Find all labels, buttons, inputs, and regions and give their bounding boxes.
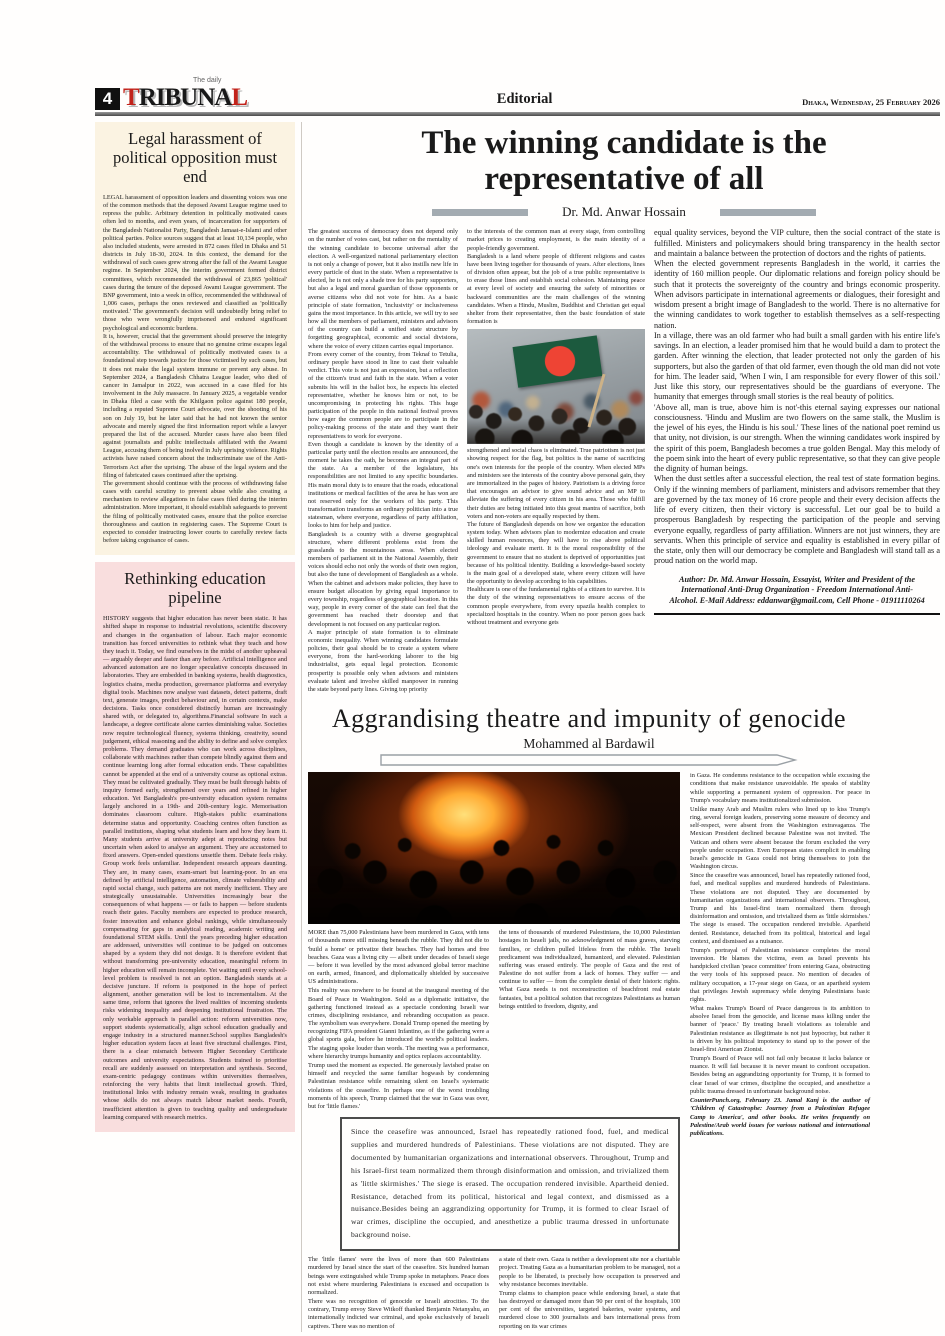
article-column-2-continued <box>499 1256 680 1332</box>
sidebar-article-legal-harassment <box>95 122 295 555</box>
logo-text <box>123 84 247 111</box>
article-paragraph: What makes Trump's Board of Peace dangerous is its ambition to absolve Israel from the genocide, and license mass killing under the banner of 'peace.' By treating Israeli violations as tolerable and Palestinian resistance as illegitimate is not just hypocrisy, but rather it is driven by his political impotency to stand up to the power of the Israel-first American Zionist. <box>690 1005 870 1053</box>
article-title: Rethinking education pipeline <box>124 569 266 608</box>
article-paragraph: HISTORY suggests that higher education has never been static. It has shifted shape in response to industrial revolutions, scientific discovery and changes in the organisation of labour. Each major economic transition has forced universities to rethink what they teach and how they teach it. Today, we find ourselves in the midst of another upheaval — arguably deeper and faster than any before. Artificial intelligence and advanced automation are no longer speculative concepts discussed in laboratories. They are embedded in banking systems, health diagnostics, logistics chains, media production, governance platforms and everyday digital tools. Machines now analyse vast datasets, detect patterns, draft text, generate images, predict behaviour and, in certain contexts, make decisions. Tasks once considered distinctly human are increasingly shared with, or delegated to, algorithms.Financial software In such a landscape, a degree certificate alone carries diminishing value. Societies now require technological fluency, systems thinking, creativity, sound judgement, ethical reasoning and the ability to define and solve complex problems. They demand graduates who can work across disciplines, collaborate with machines rather than compete blindly against them and continue learning long after formal education ends. These capabilities cannot be appended at the end of a university course as optional extras. They must be cultivated gradually. They must be built through habits of inquiry formed early, strengthened over years and refined in higher education. Yet Bangladesh's pre-university education system remains largely anchored in a 19th- and 20th-century logic. Memorisation dominates classroom culture. High-stakes public examinations determine status and opportunity. Coaching centres often function as parallel institutions, shaping what students learn and how they learn it. Many students arrive at university adept at reproducing notes but uncertain when asked to analyse an argument. They are accustomed to fixed answers. Open-ended questions unsettle them. Debate feels risky. Group work feels unfamiliar. Independent research appears daunting. They are, in many cases, exam-smart but learning-poor. In an era defined by artificial intelligence, automation, climate vulnerability and rapid social change, such patterns are not merely inefficient. They are strategically unsustainable. Universities increasingly bear the consequences of what happens — or fails to happen — before students reach their gates. Faculty members are expected to produce research, foster innovation and enhance global rankings, while simultaneously compensating for gaps in analytical reading, academic writing and foundational STEM skills. Until the years preceding higher education are addressed, universities will continue to be judged on outcomes shaped by a system they did not design. It is therefore evident that without transforming pre-university education, meaningful reform in higher education will remain incomplete. Yet waiting until every school-level problem is resolved is not an option. Bangladesh stands at a decisive juncture. If reform is postponed in the hope of perfect alignment, another generation will be lost to incrementalism. At the same time, reform that ignores the lived realities of incoming students risks widening inequality and deepening institutional frustration. The only workable approach is parallel action: reform universities now, support students systematically, align school education gradually and engage industry in a structured manner.School supplies Bangladesh's higher education system faces at least five structural challenges. First, there is a clear mismatch between Higher Secondary Certificate outcomes and university expectations. Students trained to prioritise recall are suddenly assessed on interpretation and synthesis. Second, exam-centric pedagogy continues within universities themselves, reinforcing the very habits that limit intellectual growth. Third, institutional links with industry remain weak, resulting in graduates whose skills do not always match labour market needs. Fourth, insufficient attention is given to teaching quality and undergraduate learning compared with research metrics. <box>103 615 287 1121</box>
author-credit-block: Author: Dr. Md. Anwar Hossain, Essayist, Writer and President of the International Anti-Drug Organization - Freedom International Anti-Alcohol. E-Mail Address: eddanwar@gmail.com, Cell Phone - 01911110264 <box>654 575 940 616</box>
article-paragraph: The future of Bangladesh depends on how we organize the education system today. When advisors plan to modernize education and create skilled human resources, they will have to rise above political ideology and evaluate merit. It is the moral responsibility of the government to ensure that no student is deprived of opportunities just because of his political identity. Building a knowledge-based society is the main goal of a developed state, where every citizen will have the opportunity to develop according to his capabilities. <box>467 520 645 586</box>
pull-quote-box: Since the ceasefire was announced, Israel has repeatedly rationed food, fuel, and medical supplies and murdered hundreds of Palestinians. These violations are not disputed. They are documented by humanitarian organizations and international observers. Throughout, Trump and his Israel-first team normalized them through disinformation and omission, and trivialized them as 'little skirmishes.' The siege is erased. The occupation rendered invisible. Apartheid denied. Resistance, detached from its political, historical and legal context, and dismissed as a nuisance.Besides being an aggrandizing opportunity for Trump, it is formed to clear Israel of war crimes, discipline the occupied, and anesthetize a public trauma dressed in unfortunate background noise. <box>340 1117 680 1251</box>
article-paragraph: a state of their own. Gaza is neither a development site nor a charitable project. Treating Gaza as a humanitarian problem to be managed, not a people to be liberated, is precisely how occupation is preserved and why resistance becomes inevitable. <box>499 1256 680 1288</box>
logo-letter-l: L <box>231 84 247 111</box>
article-columns <box>308 228 940 698</box>
article-paragraph: strengthened and social chaos is eliminated. True patriotism is not just showing respect for the flag, but politics is the name of sacrificing one's own interests for the people of the country. When elected MPs and ministers see the interests of the country above personal gain, they are immortalized in the pages of history. Patriotism is a driving force that encourages an advisor to give sound advice and an MP to alleviate the suffering of every citizen in his area. Those who fulfill their duties are being initiated into this great mantra of sacrifice, both voters and non-voters are equally respected by them. <box>467 447 646 520</box>
masthead <box>95 77 940 111</box>
article-column-1 <box>308 228 458 698</box>
ribbon-arrow-graphic <box>379 753 799 767</box>
body-grid <box>95 122 940 1332</box>
article-paragraph: The greatest success of democracy does not depend only on the number of votes cast, but rather on the mentality of the winning candidate to become universal after the election. A well-organized national parliamentary election is not only a change of power, but it also instills new life in every particle of dust in the state. When a representative is elected, he is not only a shade tree for his party supporters, but also a legal and moral guardian of those opponents or averse citizens who did not vote for him. As a basic principle of state formation, 'inclusivity' or inclusiveness gains the most importance. In this article, we will try to see how all the members of parliament, ministers and advisors of the country can build a unified state structure by forgetting geographical, economic and social divisions, where the voice of every citizen carries equal importance. <box>308 228 458 350</box>
article-paragraph: Bangladesh is a land where people of different religions and castes have been living together for thousands of years. After elections, lines of division often appear, but the job of a true public representative is to erase those lines and establish social cohesion. Maintaining peace at every level of society and ensuring the safety of minorities or backward communities are the main challenges of the winning candidates. When a Hindu, Muslim, Buddhist and Christian get equal shelter from their representative, then the basic foundation of state formation is <box>467 252 645 326</box>
article-paragraph: equal quality services, beyond the VIP culture, then the social contract of the state is fulfilled. Ministers and policymakers should bring transparency in the health sector and maintain a balance between the protection of doctors and the rights of patients. <box>654 228 940 258</box>
newspaper-logo <box>123 77 247 111</box>
page-number: 4 <box>95 88 120 110</box>
article-title: Legal harassment of political opposition must end <box>112 129 278 186</box>
article-column-3 <box>654 228 940 698</box>
article-paragraph: Unlike many Arab and Muslim rulers who lined up to kiss Trump's ring, several foreign leaders, preserving some measure of decency and self-respect, were absent from the Washington extravaganza. The Mexican President declined because Palestine was not invited. The Vatican and others were absent because the forum excluded the very people under occupation. Even European states complicit in enabling Israel's genocide in Gaza could not bring themselves to join the Washington circus. <box>690 805 870 871</box>
byline-bar-right <box>720 209 816 216</box>
article-paragraph: When the dust settles after a successful election, the real test of state formation begins. Only if the winning members of parliament, ministers and advisors remember that they are governed by the tax money of 16 crore people and their every decision affects the life of every citizen, then their victory is successful. Let our goal be to build a prosperous Bangladesh by respecting the participation of the people and serving everyone equally, regardless of party affiliation. Winners are not just winners, they are servants. When this principle of service and equality is established in every pillar of the state, only then will our democracy be complete and Bangladesh will stand tall as a proud nation on the world map. <box>654 474 940 566</box>
logo-letter-t: T <box>123 84 139 111</box>
byline-ribbon-divider <box>308 753 870 767</box>
article-paragraph: in Gaza. He condemns resistance to the occupation while excusing the conditions that make resistance unavoidable. He speaks of stability while supporting a permanent system of oppression. For peace in Trump's vocabulary means institutionalized submission. <box>690 772 870 804</box>
section-title: Editorial <box>496 91 553 107</box>
editorial-sidebar <box>95 122 295 1332</box>
lower-columns <box>308 1256 680 1332</box>
night-fire-crowd-photo <box>308 772 680 924</box>
masthead-left <box>95 77 247 111</box>
page-content <box>95 77 940 1332</box>
source-credit: CounterPunch.org, February 23. Jamal Kanj is the author of 'Children of Catastrophe: Journey from a Palestinian Refugee Camp to America', and other books. He writes frequently on Palestine/Arab world issues for various national and international publications. <box>690 1096 870 1138</box>
upper-columns <box>308 929 680 1112</box>
article-paragraph: 'Above all, man is true, above him is not'-this eternal saying expresses our national consciousness. 'Hindu and Muslim are two flowers on the same stalk, the Muslim is the jewel of his eyes, the Hindu is his soul.' These lines of the national poet remind us that unity, not division, is our strength. When the winning candidates work inspired by the spirit of this poem, Bangladesh becomes a true golden Bengal. May this melody of the poem sink into the heart of every public representative, so that they can give people the dignity of human beings. <box>654 402 940 473</box>
logo-tagline: The daily <box>193 77 222 84</box>
byline-bar-left <box>432 209 528 216</box>
article-paragraph: Trump's portrayal of Palestinian resistance completes the moral inversion. He blames the victims, even as Israel prevents his handpicked civilian 'peace committee' from entering Gaza, obstructing the very tools of his supposed peace. No mention of decades of military occupation, a 17-year siege on Gaza, or an apartheid system that privileges Jewish supremacy while denying Palestinians basic rights. <box>690 946 870 1003</box>
article-paragraph: A major principle of state formation is to eliminate economic inequality. When winning candidates formulate policies, their goal should be to create a system where everyone, from the hard-working laborer to the big industrialist, gets equal legal protection. Economic prosperity is possible only when advisors and ministers evaluate talent and involve skilled manpower in running the state beyond party lines. Giving top priority <box>308 628 458 693</box>
article-paragraph: Bangladesh is a country with a diverse geographical structure, where different problems exist from the grasslands to the mountainous areas. When elected members of parliament sit in the National Assembly, their voices should echo not only the words of their own region, but also the tune of development of Bangladesh as a whole. When the cabinet and advisors make policies, they have to ensure budget allocation by giving equal importance to every township, regardless of geographical location. In this way, people in every corner of the state can feel that the government has reached their doorstep and that development is not focused on any particular region. <box>308 530 458 628</box>
article-paragraph: The 'little flames' were the lives of more than 600 Palestinians murdered by Israel since the start of the ceasefire. Six hundred human beings were extinguished while Trump spoke in metaphors. Peace does not exist where murdering Palestinians is excused and occupation is normalized. <box>308 1256 489 1296</box>
article-column-1-continued <box>308 1256 489 1332</box>
crowd-silhouettes <box>308 772 680 924</box>
article-paragraph: Trump used the moment as expected. He generously lavished praise on himself and recycled the same familiar hogwash by condemning Palestinian resistance while remaining silent on Israel's systematic violations of the ceasefire. In perhaps one of the worst troubling moments of his speech, Trump claimed that the war in Gaza was over, but for 'little flames.' <box>308 1062 489 1110</box>
byline-row <box>308 204 940 220</box>
article-paragraph: MORE than 75,000 Palestinians have been murdered in Gaza, with tens of thousands more still missing beneath the rubble. They did not die to 'build a home' or privatize their beaches. They had homes and free beaches. Gaza was a living city — albeit under decades of Israeli siege — before it was levelled by the most advanced global terror machine on earth, armed, financed, and diplomatically shielded by successive US administrations. <box>308 929 489 986</box>
article-column-3 <box>690 772 870 1331</box>
author-byline: Dr. Md. Anwar Hossain <box>562 204 686 220</box>
main-content-area <box>301 122 940 1332</box>
article-paragraph: Trump claims to champion peace while endorsing Israel, a state that has destroyed or damaged more than 90 per cent of the hospitals, 100 per cent of the universities, targeted bakeries, water systems, and murdered close to 300 journalists and bars international press from reporting on its war crimes <box>499 1289 680 1330</box>
article-column-1 <box>308 929 489 1112</box>
article-headline: Aggrandising theatre and impunity of genocide <box>331 704 847 734</box>
article-paragraph: In a village, there was an old farmer who had built a small garden with his entire life's savings. In an election, a leader promised him that he would build a dam to protect the garden. After winning the election, that leader protected not only the garden of his supporters, but also the garden of that old farmer, even though the old man did not vote for him. The leader said, 'When I win, I am responsible for every flower of this soil.' Just like this story, our representatives should be the guardians of everyone. The humanity that emerges through small stories is the real beauty of politics. <box>654 330 940 402</box>
article-paragraph: Even though a candidate is known by the identity of a particular party until the election results are announced, the moment he takes the oath, he becomes an integral part of the state. As a member of the legislature, his responsibilities are not limited to any specific boundaries. His main moral duty is to ensure that the roads, educational institutions or medical facilities of the area he has won are not reserved only for the workers of his party. This transformation transforms an ordinary politician into a true statesman, where everyone, regardless of party affiliation, looks to him for help and justice. <box>308 440 458 530</box>
article-paragraph: to the interests of the common man at every stage, from controlling market prices to creating employment, is the main identity of a people-friendly government. <box>467 228 645 252</box>
masthead-rule <box>95 112 940 116</box>
sidebar-article-education-pipeline <box>95 562 295 1132</box>
article-column-2 <box>467 228 645 698</box>
article-paragraph: Since the ceasefire was announced, Israel has repeatedly rationed food, fuel, and medical supplies and murdered hundreds of Palestinians. These violations are not disputed. They are documented by humanitarian organizations and international observers. Throughout, Trump and his Israel-first team normalized them through disinformation and omission, and trivialized them as 'little skirmishes.' The siege is erased. The occupation rendered invisible. Apartheid denied. Resistance, detached from its political, historical and legal context, and dismissed as a nuisance. <box>690 872 870 945</box>
article-paragraph: It is, however, crucial that the government should preserve the integrity of the withdrawal process to ensure that no genuine crime escapes legal accountability. The withdrawal of politically motivated cases is a foundational step towards justice for those victimised by such cases, but it does not make the legal system immune or prevent any abuse. In September 2024, a Bangladesh Chhatra League leader, who died of cancer in Jamalpur in 2022, was accused in a case filed for his involvement in the July massacre. In January 2025, a vegetable vendor in Dhaka filed a case with the Khilgaon police against 180 people, including a reputed Supreme Court advocate, over the shooting of his son on July 19, but he later said that he had not known the senior advocate and merely signed the first information report while a lawyer prepared the list of the accused. Murder cases have also been filed against journalists and public intellectuals affiliated with the Awami League, accusing them of being inolved in July uprising violence. Rights activists have raised concern about the indiscriminate use of the Anti-Terrorism Act after the uprising. The abuse of the legal system and the filing of fabricated cases continued after the uprising. <box>103 332 287 479</box>
article-paragraph: When the elected government represents Bangladesh in the world, it carries the identity of 160 million people. Our diplomatic relations and foreign policy should be such that it protects the sovereignty of the country and brings economic prosperity. When advisors participate in international agreements or dialogues, their foresight and wisdom present a bright image of Bangladesh to the world. There is no alternative for the winning candidates to work together to establish themselves as a self-respecting nation. <box>654 259 940 330</box>
article-column-2 <box>499 929 680 1112</box>
article-paragraph: the tens of thousands of murdered Palestinians, the 10,000 Palestinian hostages in Israeli jails, no acknowledgment of mass graves, starving families, or children pulled lifeless from the rubble. The Israeli predicament was individualized, humanized, and elevated. Palestinian suffering was erased entirely. The people of Gaza and the rest of Palestine do not suffer from a lack of homes. They suffer — and continue to suffer — from the complete denial of their historic rights. What Gaza needs is not reconstruction of beachfront real estate fantasies, but a political solution that recognizes Palestinians as human beings entitled to freedom, dignity, and <box>499 929 680 1010</box>
dateline: Dhaka, Wednesday, 25 February 2026 <box>802 97 940 107</box>
article-headline <box>308 126 940 197</box>
headline-line2: representative of all <box>484 160 764 197</box>
logo-letters-mid: RIBUNA <box>138 84 232 111</box>
author-byline: Mohammed al Bardawil <box>523 736 655 752</box>
article-paragraph: This reality was nowhere to be found at the inaugural meeting of the Board of Peace in Washington. Sold as a diplomatic initiative, the gathering functioned instead as a spectacle condoning Israeli war crimes, disciplining resistance, and rebranding occupation as peace. The symbolism was everywhere. Donald Trump opened the meeting by recognizing FIFA president Gianni Infantino, as if the gathering were a global sports gala, before he introduced the world's political leaders. The staging spoke louder than words. The meeting was a performance, where hierarchy trumps humanity and optics replaces accountability. <box>308 987 489 1060</box>
article-body <box>308 772 870 1331</box>
headline-line1: The winning candidate is the <box>421 125 827 161</box>
bangladesh-flag-crowd-photo <box>467 329 645 444</box>
article-paragraph: Healthcare is one of the fundamental rights of a citizen to survive. It is the duty of the winning representatives to ensure access of the common people everywhere, from every upazila health complex to specialized hospitals in the country. When no poor person goes back without treatment and everyone gets <box>467 586 645 626</box>
article-impunity-of-genocide <box>308 704 870 1331</box>
article-paragraph: The government should continue with the process of withdrawing false cases with careful scrutiny to prevent abuse while also creating a mechanism to review allegations in false cases filed during the interim administration. More important, it should establish safeguards to prevent the filing of politically motivated cases, ensure that the police exercise thoroughness and caution in registering cases. The Supreme Court is expected to consider instructing lower courts to carefully review facts before taking cognisance of cases. <box>103 479 287 545</box>
article-paragraph: Trump's Board of Peace will not fail only because it lacks balance or nuance. It will fail because it is never meant to confront occupation. Besides being an aggrandizing opportunity for Trump, it is formed to clear Israel of war crimes, discipline the occupied, and anesthetize a public trauma dressed in unfortunate background noise. <box>690 1055 870 1095</box>
article-paragraph: LEGAL harassment of opposition leaders and dissenting voices was one of the common methods that the deposed Awami League regime used to repress the public. Arbitrary detention in politically motivated cases often led to months, and even years, of incarceration for supporters of the Bangladesh Nationalist Party, Bangladesh Jamaat-e-Islami and other political parties. Police sources suggest that at least 10,134 people, who also included students, were arrested in 872 cases filed in Dhaka and 51 districts in July 18-30, 2024. In this context, the demand for the withdrawal of such cases grew strong after the fall of the Awami League regime. In September 2024, the interim government formed district committees, which recommended the withdrawal of 23,865 'political' cases during the tenure of the deposed Awami League government. The BNP government, into a week in office, recommended the withdrawal of 1,006 cases, perhaps the ones reviewed and classified as 'politically motivated.' The government's decision will undoubtedly bring relief to those who were wrongfully imprisoned and endured significant psychological and economic burdens. <box>103 193 287 332</box>
article-paragraph: There was no recognition of genocide or Israeli atrocities. To the contrary, Trump envoy Steve Witkoff thanked Benjamin Netanyahu, an internationally indicted war criminal, and spoke exclusively of Israeli captives. There was no mention of <box>308 1298 489 1330</box>
article-paragraph: From every corner of the country, from Teknaf to Tetulia, ordinary people have stood in line to cast their valuable verdict. This vote is not just an expression, but a reflection of the citizen's trust and faith in the state. When a voter submits his will in the ballot box, he expects his elected representative, whether he knows him or not, to be uncompromising in protecting his rights. This huge participation of the people in this national festival proves how eager the common people are to participate in the policy-making process of the state and they want their representatives to work for everyone. <box>308 350 458 440</box>
article-left-block <box>308 772 680 1331</box>
article-winning-candidate <box>308 126 940 698</box>
